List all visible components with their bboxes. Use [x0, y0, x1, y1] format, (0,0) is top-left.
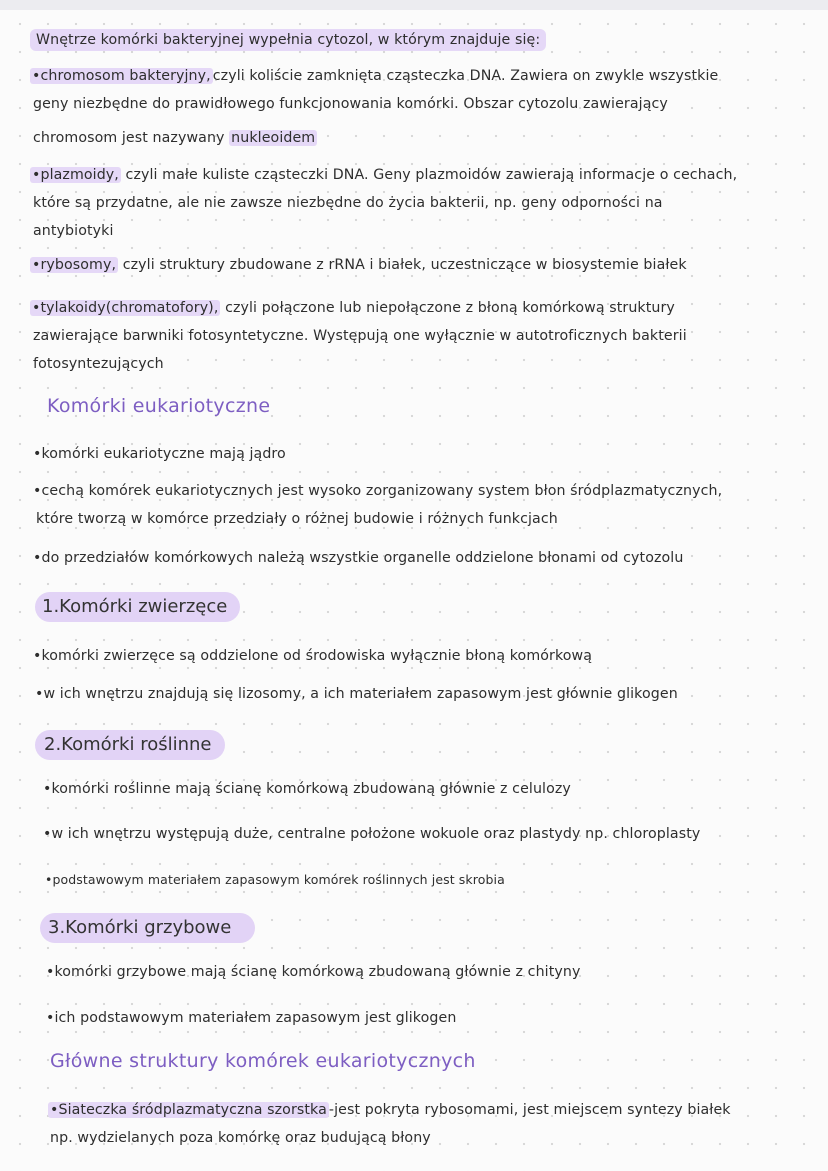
chromosome-line-3: chromosom jest nazywany nukleoidem	[33, 130, 316, 146]
eukaryotic-bullet-compartments: •do przedziałów komórkowych należą wszystkie organelle oddzielone błonami od cytozolu	[33, 550, 684, 566]
chromosome-term: •chromosom bakteryjny,	[32, 68, 211, 84]
structures-heading: Główne struktury komórek eukariotycznych	[50, 1050, 476, 1072]
plant-heading: 2.Komórki roślinne	[44, 734, 212, 755]
animal-bullet-lysosomes: •w ich wnętrzu znajdują się lizosomy, a ich materiałem zapasowym jest głównie glikogen	[35, 686, 678, 702]
plasmids-term: •plazmoidy,	[32, 167, 119, 183]
fungal-heading: 3.Komórki grzybowe	[48, 917, 232, 938]
fungal-bullet-glycogen: •ich podstawowym materiałem zapasowym jest glikogen	[46, 1010, 457, 1026]
eukaryotic-bullet-membranes-2: które tworzą w komórce przedziały o różnej budowie i różnych funkcjach	[36, 511, 558, 527]
eukaryotic-bullet-nucleus: •komórki eukariotyczne mają jądro	[33, 446, 286, 462]
rough-er-term: •Siateczka śródplazmatyczna szorstka	[50, 1102, 327, 1118]
plant-bullet-wall: •komórki roślinne mają ścianę komórkową zbudowaną głównie z celulozy	[43, 781, 571, 797]
structures-er-line-1: •Siateczka śródplazmatyczna szorstka -jest pokryta rybosomami, jest miejscem syntezy białek	[50, 1102, 731, 1118]
plant-bullet-starch: •podstawowym materiałem zapasowym komórek roślinnych jest skrobia	[45, 872, 505, 887]
page-top-edge	[0, 0, 828, 10]
plasmids-line-1: •plazmoidy, czyli małe kuliste cząsteczki DNA. Geny plazmoidów zawierają informacje o cechach,	[32, 167, 738, 183]
thylakoids-line-1: •tylakoidy(chromatofory), czyli połączone lub niepołączone z błoną komórkową struktury	[32, 300, 675, 316]
structures-er-line-2: np. wydzielanych poza komórkę oraz budującą błony	[50, 1130, 431, 1146]
nucleoid-term: nukleoidem	[231, 130, 316, 146]
eukaryotic-heading: Komórki eukariotyczne	[47, 395, 271, 417]
ribosomes-line-1: •rybosomy, czyli struktury zbudowane z rRNA i białek, uczestniczące w biosystemie białek	[32, 257, 687, 273]
plant-bullet-vacuoles: •w ich wnętrzu występują duże, centralne położone wokuole oraz plastydy np. chloroplasty	[43, 826, 701, 842]
intro-heading: Wnętrze komórki bakteryjnej wypełnia cytozol, w którym znajduje się:	[30, 30, 546, 50]
animal-bullet-membrane: •komórki zwierzęce są oddzielone od środowiska wyłącznie błoną komórkową	[33, 648, 593, 664]
thylakoids-line-3: fotosyntezujących	[33, 356, 164, 372]
ribosomes-term: •rybosomy,	[32, 257, 117, 273]
animal-heading: 1.Komórki zwierzęce	[42, 596, 228, 617]
chromosome-line-2: geny niezbędne do prawidłowego funkcjonowania komórki. Obszar cytozolu zawierający	[33, 96, 668, 112]
plasmids-line-3: antybiotyki	[33, 223, 114, 239]
plasmids-line-2: które są przydatne, ale nie zawsze niezbędne do życia bakterii, np. geny odporności na	[33, 195, 663, 211]
fungal-bullet-wall: •komórki grzybowe mają ścianę komórkową zbudowaną głównie z chityny	[46, 964, 581, 980]
thylakoids-line-2: zawierające barwniki fotosyntetyczne. Występują one wyłącznie w autotroficznych bakterii	[33, 328, 687, 344]
thylakoids-term: •tylakoidy(chromatofory),	[32, 300, 219, 316]
eukaryotic-bullet-membranes-1: •cechą komórek eukariotycznych jest wysoko zorganizowany system błon śródplazmatycznych,	[33, 483, 723, 499]
chromosome-line-1: •chromosom bakteryjny, czyli koliście zamknięta cząsteczka DNA. Zawiera on zwykle wszystkie	[32, 68, 719, 84]
